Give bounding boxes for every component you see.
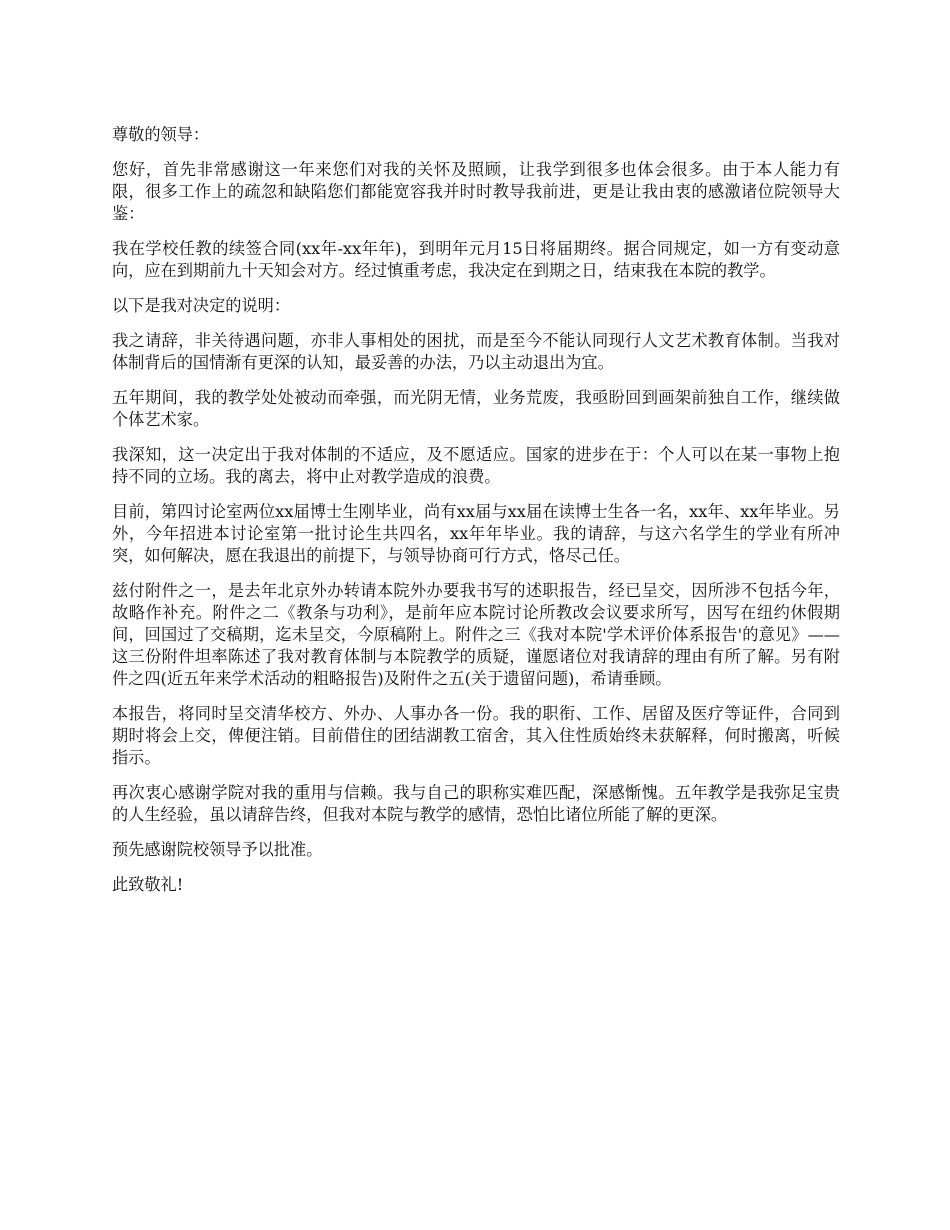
paragraph-submission: 本报告，将同时呈交清华校方、外办、人事办各一份。我的职衔、工作、居留及医疗等证件，合同到期时将会上交，俾便注销。目前借住的团结湖教工宿舍，其入住性质始终未获解释，何时搬离，听候指示。: [112, 704, 840, 767]
paragraph-explanation-intro: 以下是我对决定的说明：: [112, 296, 291, 315]
paragraph-greeting: 您好，首先非常感谢这一年来您们对我的关怀及照顾，让我学到很多也体会很多。由于本人能力有限，很多工作上的疏忽和缺陷您们都能宽容我并时时教导我前进，更是让我由衷的感激诸位院领导大鉴：: [112, 160, 840, 223]
paragraph-contract: 我在学校任教的续签合同(xx年-xx年年)，到明年元月15日将届期终。据合同规定，如一方有变动意向，应在到期前九十天知会对方。经过慎重考虑，我决定在到期之日，结束我在本院的教学。: [112, 239, 840, 280]
paragraph-approval: 预先感谢院校领导予以批准。: [112, 840, 323, 859]
letter-body: [112, 124, 840, 909]
paragraph-five-years: 五年期间，我的教学处处被动而牵强，而光阴无情，业务荒废，我亟盼回到画架前独自工作，继续做个体艺术家。: [112, 388, 840, 429]
paragraph-thanks: 再次衷心感谢学院对我的重用与信赖。我与自己的职称实难匹配，深感惭愧。五年教学是我弥足宝贵的人生经验，虽以请辞告终，但我对本院与教学的感情，恐怕比诸位所能了解的更深。: [112, 783, 840, 824]
closing: 此致敬礼!: [112, 875, 184, 894]
paragraph-students: 目前，第四讨论室两位xx届博士生刚毕业，尚有xx届与xx届在读博士生各一名，xx年、xx年毕业。另外，今年招进本讨论室第一批讨论生共四名，xx年年毕业。我的请辞，与这六名学生的学业有所冲突，如何解决，愿在我退出的前提下，与领导协商可行方式，恪尽己任。: [112, 502, 840, 565]
paragraph-attachments: 兹付附件之一，是去年北京外办转请本院外办要我书写的述职报告，经已呈交，因所涉不包括今年，故略作补充。附件之二《教条与功利》，是前年应本院讨论所教改会议要求所写，因写在纽约休假期间，回国过了交稿期，迄未呈交，今原稿附上。附件之三《我对本院'学术评价体系报告'的意见》——这三份附件坦率陈述了我对教育体制与本院教学的质疑，谨愿诸位对我请辞的理由有所了解。另有附件之四(近五年来学术活动的粗略报告)及附件之五(关于遗留问题)，希请垂顾。: [112, 581, 840, 688]
salutation: 尊敬的领导：: [112, 125, 210, 144]
paragraph-reason: 我之请辞，非关待遇问题，亦非人事相处的困扰，而是至今不能认同现行人文艺术教育体制。当我对体制背后的国情渐有更深的认知，最妥善的办法，乃以主动退出为宜。: [112, 331, 840, 372]
paragraph-awareness: 我深知，这一决定出于我对体制的不适应，及不愿适应。国家的进步在于：个人可以在某一事物上抱持不同的立场。我的离去，将中止对教学造成的浪费。: [112, 445, 840, 486]
